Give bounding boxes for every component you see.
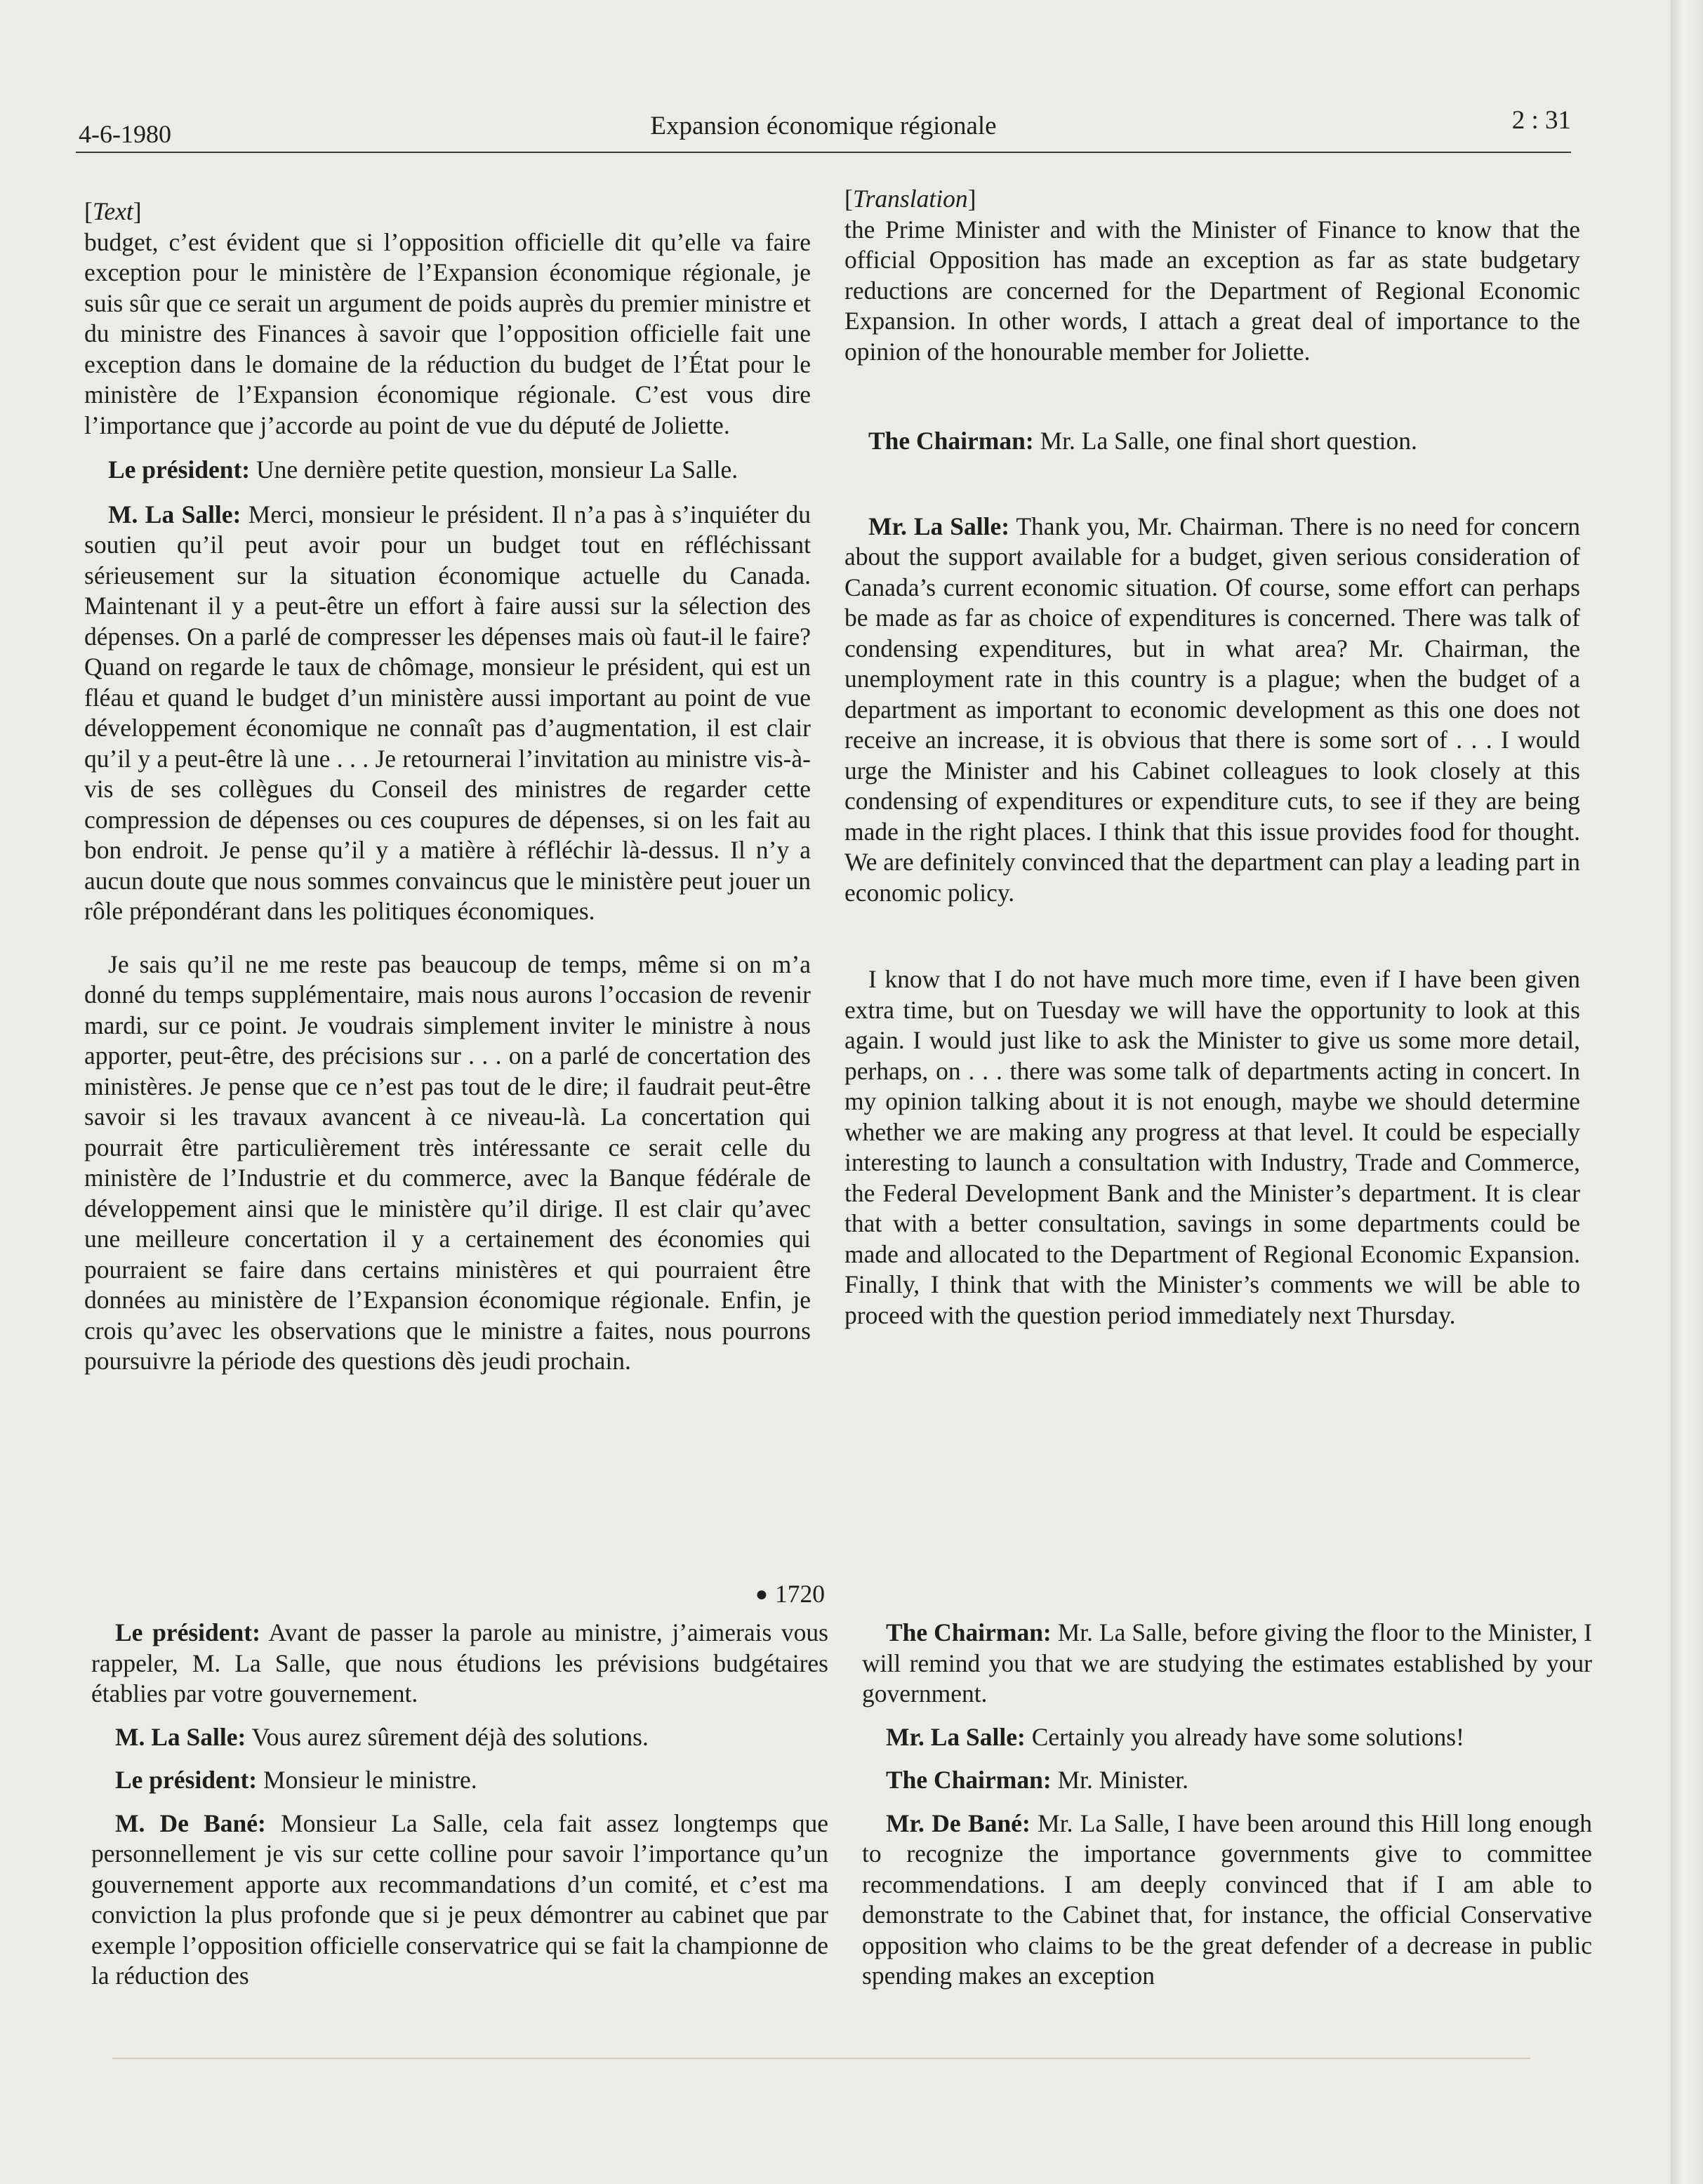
paragraph-text: Vous aurez sûrement déjà des solutions.: [246, 1722, 649, 1751]
speaker-name: Le président:: [115, 1618, 260, 1646]
header-page-number: 2 : 31: [1511, 106, 1571, 135]
speech-paragraph: [84, 500, 811, 927]
header-title: Expansion économique régionale: [650, 112, 997, 140]
text-paragraph: [844, 964, 1580, 1331]
speaker-name: Mr. De Bané:: [886, 1809, 1031, 1837]
paragraph-text: Thank you, Mr. Chairman. There is no need for concern about the support available for a budget, given serious consideration of Canada’s current economic situation. Of course, some effort can perhaps be made as far as choice of expenditures is concerned. There was talk of condensing expenditures, but in what area? Mr. Chairman, the unemployment rate in this country is a plague; when the budget of a department as important to economic development as this one does not receive an increase, it is obvious that there is some sort of . . . I would urge the Minister and his Cabinet colleagues to look closely at this condensing of expenditures or expenditure cuts, to see if they are being made in the right places. I think that this issue provides food for thought. We are definitely convinced that the department can play a leading part in economic policy.: [844, 512, 1580, 907]
speech-paragraph: [91, 1618, 828, 1710]
paragraph-text: Mr. La Salle, one final short question.: [1033, 427, 1417, 455]
paragraph-text: the Prime Minister and with the Minister of Finance to know that the official Opposition has made an exception as far as state budgetary reductions are concerned for the Department of Regional Economic Expansion. In other words, I attach a great deal of importance to the opinion of the honourable member for Joliette.: [844, 215, 1580, 366]
speech-paragraph: [84, 455, 811, 486]
text-paragraph: [84, 227, 811, 441]
header-date: 4-6-1980: [79, 120, 171, 148]
speaker-name: Le président:: [115, 1766, 258, 1794]
left-column-top: [84, 197, 811, 1377]
paragraph-text: Mr. La Salle, I have been around this Hill long enough to recognize the importance governments give to committee recommendations. I am deeply convinced that if I am able to demonstrate to the Cabinet that, for instance, the official Conservative opposition who claims to be the great defender of a decrease in public spending makes an exception: [862, 1809, 1592, 1990]
speech-paragraph: [91, 1765, 828, 1796]
right-column-bottom: [862, 1618, 1592, 1992]
speech-paragraph: [862, 1809, 1592, 1992]
paragraph-text: I know that I do not have much more time, even if I have been given extra time, but on Tuesday we will have the opportunity to look at this again. I would just like to ask the Minister to give us some more detail, perhaps, on . . . there was some talk of departments acting in concert. In my opinion talking about it is not enough, maybe we should determine whether we are making any progress at that level. It could be especially interesting to launch a consultation with Industry, Trade and Commerce, the Federal Development Bank and the Minister’s department. It is clear that with a better consultation, savings in some departments could be made and allocated to the Department of Regional Economic Expansion. Finally, I think that with the Minister’s comments we will be able to proceed with the question period immediately next Thursday.: [844, 965, 1580, 1329]
speaker-name: Mr. La Salle:: [868, 512, 1010, 540]
speaker-name: The Chairman:: [868, 427, 1034, 455]
page-edge: [1671, 0, 1703, 2184]
speech-paragraph: [862, 1765, 1592, 1796]
paragraph-text: Merci, monsieur le président. Il n’a pas à s’inquiéter du soutien qu’il peut avoir pour un budget tout en réfléchissant sérieusement sur la situation économique actuelle du Canada. Maintenant il y a peut-être un effort à faire aussi sur la sélection des dépenses. On a parlé de compresser les dépenses mais où faut-il le faire? Quand on regarde le taux de chômage, monsieur le président, qui est un fléau et quand le budget d’un ministère aussi important au point de vue développement économique ne connaît pas d’augmentation, il est clair qu’il y a peut-être là une . . . Je retournerai l’invitation au ministre vis-à-vis de ses collègues du Conseil des ministres de regarder cette compression de dépenses ou ces coupures de dépenses, si on les fait au bon endroit. Je pense qu’il y a matière à réfléchir là-dessus. Il n’y a aucun doute que nous sommes convaincus que le ministère peut jouer un rôle prépondérant dans les politiques économiques.: [84, 500, 811, 925]
paragraph-text: Monsieur le ministre.: [257, 1766, 477, 1794]
paragraph-text: Mr. Minister.: [1051, 1766, 1188, 1794]
text-paragraph: [84, 950, 811, 1377]
text-label: [Text]: [84, 197, 142, 225]
text-paragraph: [844, 215, 1580, 368]
bullet-icon: ●: [755, 1583, 768, 1606]
speech-paragraph: [844, 512, 1580, 909]
paragraph-text: Certainly you already have some solutions!: [1025, 1722, 1464, 1751]
speech-paragraph: [862, 1618, 1592, 1710]
left-column-bottom: [91, 1618, 828, 1992]
paragraph-text: budget, c’est évident que si l’opposition officielle dit qu’elle va faire exception pour le ministère de l’Expansion économique régionale, je suis sûr que ce serait un argument de poids auprès du premier ministre et du ministre des Finances à savoir que l’opposition officielle fait une exception dans le domaine de la réduction du budget de l’État pour le ministère de l’Expansion économique régionale. C’est vous dire l’importance que j’accorde au point de vue du député de Joliette.: [84, 227, 811, 439]
speech-paragraph: [91, 1809, 828, 1992]
speaker-name: M. La Salle:: [115, 1722, 246, 1751]
footer-rule: [112, 2058, 1530, 2059]
speaker-name: Le président:: [108, 455, 251, 484]
speaker-name: The Chairman:: [886, 1618, 1052, 1646]
paragraph-text: Avant de passer la parole au ministre, j’aimerais vous rappeler, M. La Salle, que nous étudions les prévisions budgétaires établies par votre gouvernement.: [91, 1618, 828, 1707]
page-header: [76, 105, 1571, 153]
speech-paragraph: [91, 1722, 828, 1753]
speaker-name: M. La Salle:: [108, 500, 241, 528]
paragraph-text: Je sais qu’il ne me reste pas beaucoup de temps, même si on m’a donné du temps supplémentaire, mais nous aurons l’occasion de revenir mardi, sur ce point. Je voudrais simplement inviter le ministre à nous apporter, peut-être, des précisions sur . . . on a parlé de concertation des ministères. Je pense que ce n’est pas tout de le dire; il faudrait peut-être savoir si les travaux avancent à ce niveau-là. La concertation qui pourrait être particulièrement très intéressante ce serait celle du ministère de l’Industrie et du commerce, avec la Banque fédérale de développement ainsi que le ministère qu’il dirige. Il est clair qu’avec une meilleure concertation il y a certainement des économies qui pourraient se faire dans certains ministères et qui pourraient être données au ministère de l’Expansion économique régionale. Enfin, je crois qu’avec les observations que le ministre a faites, nous pourrons poursuivre la période des questions dès jeudi prochain.: [84, 950, 811, 1375]
paragraph-text: Monsieur La Salle, cela fait assez longtemps que personnellement je vis sur cette colline pour savoir l’importance qu’un gouvernement apporte aux recommandations d’un comité, et c’est ma conviction la plus profonde que si je peux démontrer au cabinet que par exemple l’opposition officielle conservatrice qui se fait la championne de la réduction des: [91, 1809, 828, 1990]
speaker-name: Mr. La Salle:: [886, 1722, 1026, 1751]
translation-label: [Translation]: [844, 185, 976, 213]
right-column-top: [844, 184, 1580, 1331]
speech-paragraph: [862, 1722, 1592, 1753]
speaker-name: M. De Bané:: [115, 1809, 266, 1837]
speech-paragraph: [844, 426, 1580, 457]
paragraph-text: Mr. La Salle, before giving the floor to the Minister, I will remind you that we are studying the estimates established by your government.: [862, 1618, 1592, 1707]
paragraph-text: Une dernière petite question, monsieur La Salle.: [250, 455, 738, 484]
time-marker: ● 1720: [755, 1580, 825, 1608]
speaker-name: The Chairman:: [886, 1766, 1052, 1794]
